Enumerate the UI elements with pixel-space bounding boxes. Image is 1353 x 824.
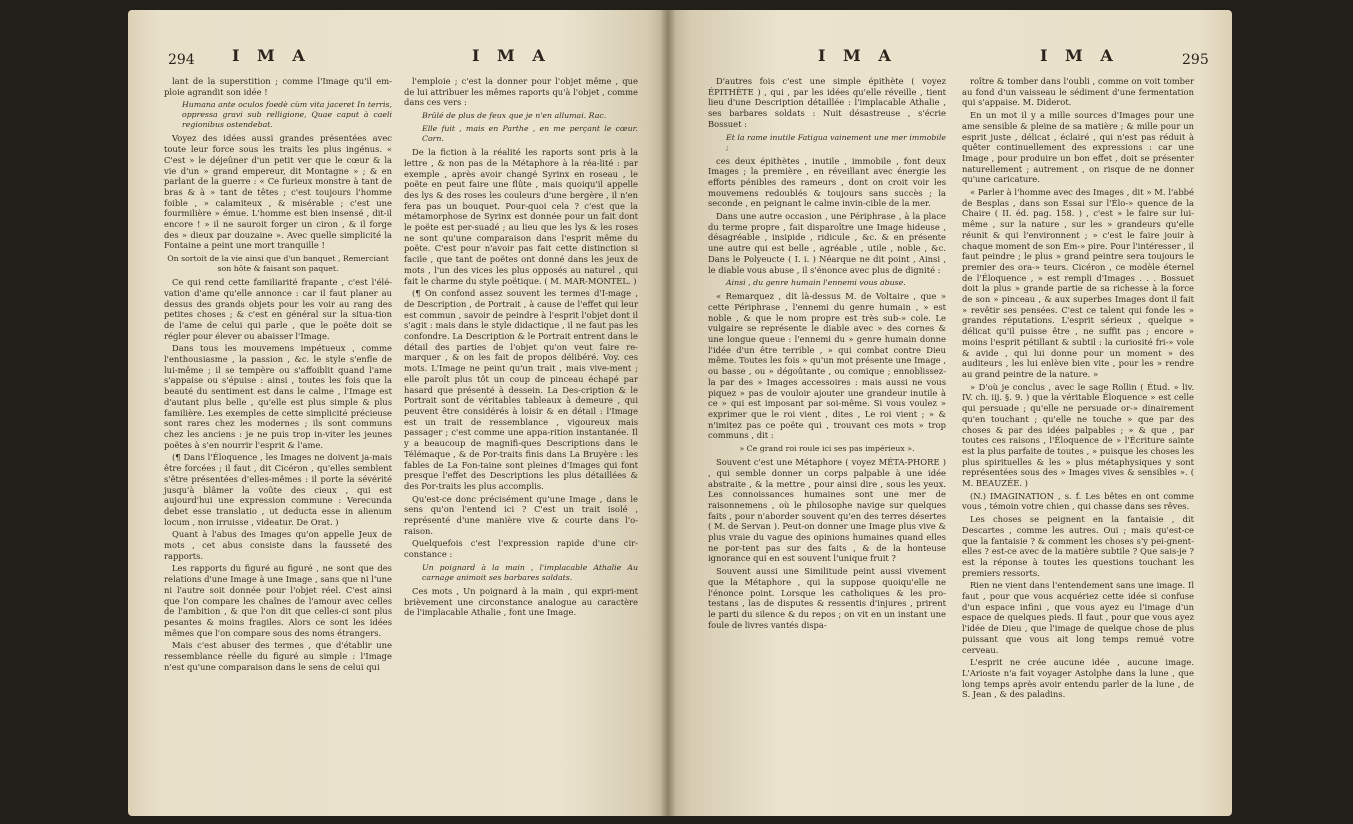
- paragraph: roître & tomber dans l'oubli , comme on voit tomber au fond d'un vaisseau le sédiment d'une fermentation qui s'appaise. M. Diderot.: [962, 76, 1194, 108]
- paragraph: Souvent c'est une Métaphore ( voyez MÉTA-PHORE ) , qui semble donner un corps palpable à une idée abstraite , & la mettre , pour ainsi dire , sous les yeux. Les connoissances humaines sont une mer de raisonnemens , où le philosophe navige sur quelques faits , pour n'aborder souvent qu'en des terres désertes ( M. de Servan ). Peut-on donner une Image plus vive & plus vraie du vague des opinions humaines quand elles ne por-tent pas sur des faits , & de la honteuse ignorance qui en est souvent l'unique fruit ?: [708, 457, 946, 564]
- verse-quote: Humana ante oculos foedè cùm vita jaceret In terris, oppressa gravi sub relligione, Quae caput à caeli regionibus ostendebat.: [182, 100, 392, 130]
- paragraph: Les rapports du figuré au figuré , ne sont que des relations d'une Image à une Image , sans que ni l'une ni l'autre soit donnée pour l'objet réel. C'est ainsi que l'on compare les chaînes de l'amour avec celles de l'ambition , & que l'on dit que celles-ci sont plus pesantes & moins fragiles. Alors ce sont les idées mêmes que l'on compare sous des noms étrangers.: [164, 563, 392, 638]
- paragraph: Dans tous les mouvemens impétueux , comme l'enthousiasme , la passion , &c. le style s'enfle de lui-même ; il se tempère ou s'affoiblit quand l'ame s'appaise ou s'épuise : ainsi , toutes les fois que la beauté du sentiment est dans le calme , l'Image est d'autant plus belle , qu'elle est plus simple & plus familière. Les exemples de cette simplicité précieuse sont rares chez les modernes ; ils sont communs chez les anciens : je ne puis trop in-viter les jeunes poëtes à s'en nourrir l'esprit & l'ame.: [164, 343, 392, 450]
- right-page-column-2: [962, 76, 1194, 702]
- paragraph: Ces mots , Un poignard à la main , qui expri-ment brièvement une circonstance analogue au caractère de l'implacable Athalie , font une Image.: [404, 585, 638, 618]
- page-number-left: 294: [168, 52, 195, 68]
- paragraph: ces deux épithètes , inutile , immobile , font deux Images ; la première , en réveillant avec énergie les efforts pénibles des rameurs , dont on croit voir les mouvemens redoublés & toujours sans succès ; la seconde , en peignant le calme invin-cible de la mer.: [708, 155, 946, 209]
- paragraph: Ce qui rend cette familiarité frapante , c'est l'élé-vation d'ame qu'elle annonce : car il faut planer au dessus des grands objets pour les voir au rang des petites choses ; & c'est en général sur la situa-tion de l'ame de celui qui parle , que le poëte doit se régler pour élever ou abaisser l'Image.: [164, 277, 392, 341]
- verse-quote: Et la rame inutile Fatigua vainement une mer immobile ;: [726, 132, 946, 152]
- running-head-right-center: I M A: [818, 46, 897, 65]
- paragraph: En un mot il y a mille sources d'Images pour une ame sensible & pleine de sa matière ; & mille pour un esprit juste , délicat , éclairé , qui n'est pas réduit à quêter continuellement des expressions : car une Image , pour produire un bon effet , doit se présenter naturellement ; autrement , on risque de ne donner qu'une caricature.: [962, 110, 1194, 185]
- page-number-right: 295: [1182, 52, 1209, 68]
- running-head-right: I M A: [1040, 46, 1119, 65]
- paragraph: Rien ne vient dans l'entendement sans une image. Il faut , pour que vous acquériez cette idée si confuse d'un espace infini , que vous ayez eu l'image d'un espace de quelques pieds. Il faut , pour que vous ayez l'idée de Dieu , que l'image de quelque chose de plus puissant que vous ait long temps remué votre cerveau.: [962, 580, 1194, 655]
- paragraph: (¶ Dans l'Éloquence , les Images ne doivent ja-mais être forcées ; il faut , dit Cicéron , qu'elles semblent s'être présentées d'elles-mêmes : il porte la sévérité jusqu'à blâmer la voûte des cieux , qui est aujourd'hui une expression commune : Verecunda debet esse translatio , ut deducta esse in alienum locum , non irruisse , videatur. De Orat. ): [164, 452, 392, 527]
- paragraph: Mais c'est abuser des termes , que d'établir une ressemblance réelle du figuré au simple : l'Image n'est qu'une comparaison dans le sens de celui qui: [164, 640, 392, 672]
- book-gutter: [660, 10, 676, 816]
- left-page-column-1: [164, 76, 392, 674]
- quoted-line: On sortoit de la vie ainsi que d'un banquet , Remerciant son hôte & faisant son paquet.: [167, 254, 389, 274]
- right-page-column-1: [708, 76, 946, 632]
- right-page: [668, 10, 1232, 816]
- paragraph: (N.) IMAGINATION , s. f. Les bêtes en ont comme vous , témoin votre chien , qui chasse dans ses rêves.: [962, 490, 1194, 512]
- paragraph: D'autres fois c'est une simple épithète ( voyez ÉPITHÈTE ) , qui , par les idées qu'elle réveille , tient lieu d'une Description détaillée : l'implacable Athalie , ses barbares soldats : Nuit désastreuse , s'écrie Bossuet :: [708, 76, 946, 129]
- paragraph: L'esprit ne crée aucune idée , aucune image. L'Arioste n'a fait voyager Astolphe dans la lune , que long temps après avoir entendu parler de la lune , de S. Jean , & des paladins.: [962, 657, 1194, 700]
- paragraph: « Parler à l'homme avec des Images , dit » M. l'abbé de Besplas , dans son Essai sur l'Élo-» quence de la Chaire ( II. éd. pag. 158. ) , c'est » le faire sur lui-même , sur la nature , sur les » grandeurs qu'elle réunit & qui l'environnent ; » c'est le faire jouir à chaque moment de son Em-» pire. Pour l'intéresser , il faut peindre ; le plus » grand peintre sera toujours le premier des ora-» teurs. Cicéron , ce modèle éternel de l'Éloquence , » est rempli d'Images . . . Bossuet doit la plus » grande partie de sa richesse à la force de son » pinceau , & aux superbes Images dont il fait » revêtir ses pensées. C'est ce talent qui fonde les » grandes réputations. L'esprit sérieux , quelque » délicat qu'il puisse être , ne suffit pas ; encore » moins l'esprit pétillant & subtil : la curiosité fri-» vole & avide , qui lui donne pour un moment » des auditeurs , les lui enlève bien vite , pour les » rendre au grand peintre de la nature. »: [962, 187, 1194, 379]
- left-page: [128, 10, 668, 816]
- verse-quote: Un poignard à la main , l'implacable Athalie Au carnage animoit ses barbares soldats.: [422, 562, 638, 582]
- verse-quote: Ainsi , du genre humain l'ennemi vous abuse.: [726, 278, 906, 288]
- paragraph: Quelquefois c'est l'expression rapide d'une cir-constance :: [404, 538, 638, 560]
- paragraph: De la fiction à la réalité les raports sont pris à la lettre , & non pas de la Métaphore à la réa-lité : par exemple , après avoir changé Syrinx en roseau , le poëte en peut faire une flûte , mais quoiqu'il appelle des lys & des roses les couleurs d'une bergère , il n'en fera pas un bouquet. Pour-quoi cela ? c'est que la métamorphose de Syrinx est donnée pour un fait dont le poëte est per-suadé ; au lieu que les lys & les roses ne sont qu'une comparaison dans l'esprit même du poëte. C'est pour n'avoir pas fait cette distinction si facile , que tant de poëtes ont donné dans les jeux de mots , l'un des vices les plus opposés au naturel , qui fait le charme du style poëtique. ( M. MAR-MONTEL. ): [404, 147, 638, 286]
- running-head-left: I M A: [232, 46, 311, 65]
- paragraph: « Remarquez , dit là-dessus M. de Voltaire , que » cette Périphrase , l'ennemi du genre humain , » est noble , & que le nom propre est très sub-» cole. Le vulgaire se représente le diable avec » des cornes & une longue queue : l'ennemi du » genre humain donne l'idée d'un être terrible , » qui combat contre Dieu même. Toutes les fois » qu'un mot présente une Image , ou basse , ou » dégoûtante , ou comique ; ennoblissez-la par des » Images accessoires : mais aussi ne vous piquez » pas de vouloir ajouter une grandeur inutile à ce » qui est imposant par soi-même. Si vous voulez » exprimer que le roi vient , dites , Le roi vient ; » & n'imitez pas ce poëte qui , trouvant ces mots » trop communs , dit :: [708, 291, 946, 441]
- quoted-line: » Ce grand roi roule ici ses pas impérieux ».: [739, 444, 915, 454]
- verse-quote: Brûlé de plus de feux que je n'en allumai. Rac.: [422, 111, 607, 121]
- paragraph: Dans une autre occasion , une Périphrase , à la place du terme propre , fait disparoître une Image hideuse , désagréable , insipide , ridicule , &c. & en présente une autre qui est belle , agréable , utile , noble , &c. Dans le Polyeucte ( I. i. ) Néarque ne dit point , Ainsi , le diable vous abuse , il s'énonce avec plus de dignité :: [708, 211, 946, 275]
- paragraph: Souvent aussi une Similitude peint aussi vivement que la Métaphore , qui la suppose quoiqu'elle ne l'énonce point. Lorsque les catholiques & les pro-testans , las de disputes & ressentis d'injures , prirent le parti du silence & du repos ; on vit en un instant une foule de livres vantés dispa-: [708, 566, 946, 630]
- paragraph: l'emploie ; c'est la donner pour l'objet même , que de lui attribuer les mêmes raports qu'à l'objet , comme dans ces vers :: [404, 76, 638, 108]
- paragraph: Les choses se peignent en la fantaisie , dit Descartes , comme les autres. Oui ; mais qu'est-ce que la fantaisie ? & comment les choses s'y pei-gnent-elles ? est-ce avec de la matière subtile ? Que sais-je ? est la réponse à toutes les questions touchant les premiers ressorts.: [962, 514, 1194, 578]
- running-head-left-center: I M A: [472, 46, 551, 65]
- left-page-column-2: [404, 76, 638, 620]
- paragraph: (¶ On confond assez souvent les termes d'I-mage , de Description , de Portrait , à cause de l'effet qui leur est commun , savoir de peindre à l'esprit l'objet dont il s'agit : mais dans le style didactique , il ne faut pas les confondre. La Description & le Portrait entrent dans le détail des parties de l'objet qu'on veut faire re-marquer , & on les fait de propos délibéré. Voy. ces mots. L'Image ne peint qu'un trait , mais vive-ment ; elle paroît plus tôt un coup de pinceau échapé par hasard que présenté à dessein. La Des-cription & le Portrait sont de véritables tableaux à demeure , qui peuvent être considérés à loisir & en détail : l'Image est un trait de ressemblance , vigoureux mais passager ; c'est comme une appa-rition instantanée. Il y a beaucoup de magnifi-ques Descriptions dans le Télémaque , & de Por-traits finis dans La Bruyère : les fables de La Fon-taine sont pleines d'Images qui font presque l'effet des Descriptions les plus détaillées & des Por-traits les plus accomplis.: [404, 288, 638, 491]
- paragraph: Voyez des idées aussi grandes présentées avec toute leur force sous les traits les plus ingénus. « C'est » le déjeûner d'un petit ver que le cœur & la vie d'un » grand empereur, dit Montagne » ; & en parlant de la guerre : « Ce furieux monstre à tant de bras & à » tant de têtes ; c'est toujours l'homme foible , » calamiteux , & misérable ; c'est une fourmilière » émue. L'homme est bien insensé , dit-il encore ! » il ne sauroit forger un ciron , & il forge des » dieux par douzaine ». Avec quelle simplicité la Fontaine a peint une mort tranquille !: [164, 133, 392, 251]
- verse-quote: Elle fuit , mais en Parthe , en me perçant le cœur. Corn.: [422, 124, 638, 144]
- paragraph: » D'où je conclus , avec le sage Rollin ( Étud. » liv. IV. ch. iij. §. 9. ) que la véritable Éloquence » est celle qui persuade ; qu'elle ne persuade or-» dinairement qu'en touchant ; qu'elle ne touche » que par des choses & par des idées palpables ; » & que , par toutes ces raisons , l'Éloquence de » l'Écriture sainte est la plus parfaite de toutes , » puisque les choses les plus spirituelles & les » plus métaphysiques y sont représentées sous des » Images vives & sensibles ». ( M. BEAUZÉE. ): [962, 381, 1194, 489]
- paragraph: Qu'est-ce donc précisément qu'une Image , dans le sens qu'on l'entend ici ? C'est un trait isolé , représenté d'une manière vive & courte dans l'o-raison.: [404, 493, 638, 536]
- paragraph: Quant à l'abus des Images qu'on appelle Jeux de mots , cet abus consiste dans la fausseté des rapports.: [164, 529, 392, 561]
- paragraph: lant de la superstition ; comme l'Image qu'il em-ploie agrandit son idée !: [164, 76, 392, 97]
